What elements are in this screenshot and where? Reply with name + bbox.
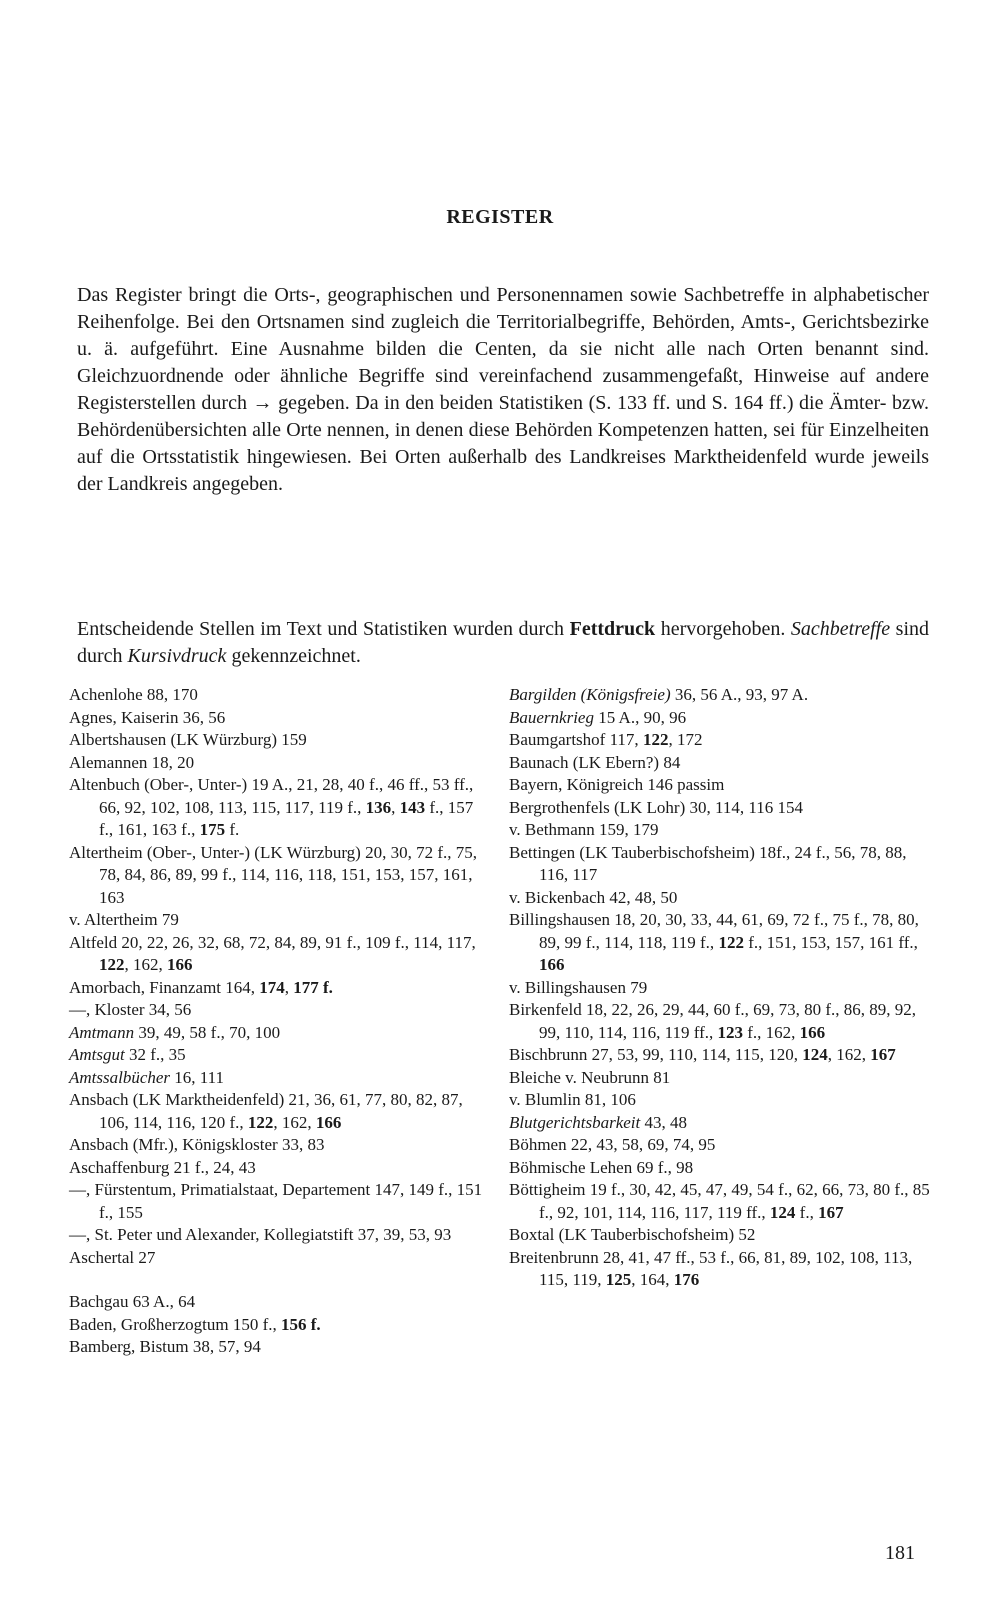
- index-entry-segment: Bleiche v. Neubrunn 81: [509, 1067, 671, 1087]
- index-entry-segment: Bachgau 63 A., 64: [69, 1292, 196, 1311]
- index-entry-segment: 174: [259, 977, 285, 997]
- index-entry-segment: 122: [99, 955, 125, 974]
- index-entry-segment: 136: [365, 797, 392, 817]
- index-entry-segment: 125: [605, 1270, 632, 1289]
- index-entry: [69, 684, 489, 707]
- index-entry-segment: Amtssalbücher: [69, 1067, 171, 1087]
- intro-segment: Fettdruck: [569, 618, 656, 640]
- index-entry-segment: Birkenfeld 18, 22, 26, 29, 44, 60 f., 69, 73, 80 f., 86, 89, 92, 99, 110, 114, 116, 119 ff.,: [509, 1000, 917, 1042]
- index-entry-segment: Bamberg, Bistum 38, 57, 94: [69, 1337, 261, 1356]
- index-entry: [509, 752, 937, 775]
- index-entry: [509, 1224, 937, 1247]
- index-entry-segment: Ansbach (Mfr.), Königskloster 33, 83: [69, 1135, 325, 1154]
- index-entry: [509, 999, 937, 1044]
- index-entry-segment: , 162,: [827, 1045, 871, 1064]
- index-entry: [509, 842, 937, 887]
- index-entry: [69, 842, 489, 910]
- intro-segment: hervorgehoben.: [655, 618, 791, 640]
- index-entry-segment: f., 151, 153, 157, 161 ff.,: [743, 932, 918, 952]
- index-entry: [69, 774, 489, 842]
- index-entry-segment: Achenlohe 88, 170: [69, 685, 198, 704]
- index-entry-segment: Böttigheim 19 f., 30, 42, 45, 47, 49, 54 f., 62, 66, 73, 80 f., 85 f., 92, 101, 114, 116, 117, 119 ff.,: [509, 1180, 930, 1222]
- index-entry-segment: Agnes, Kaiserin 36, 56: [69, 707, 226, 727]
- index-entry-segment: 43, 48: [640, 1112, 688, 1132]
- index-entry-segment: —, Kloster 34, 56: [69, 1000, 192, 1019]
- index-entry-segment: Boxtal (LK Tauberbischofsheim) 52: [509, 1225, 756, 1244]
- index-entry-segment: 124: [802, 1045, 828, 1064]
- index-entry-segment: , 162,: [273, 1112, 316, 1132]
- index-entry-segment: 15 A., 90, 96: [593, 707, 687, 727]
- index-entry-segment: 166: [315, 1112, 342, 1132]
- index-entry: [69, 1157, 489, 1180]
- index-entry: [509, 1089, 937, 1112]
- index-entry-segment: Blutgerichtsbarkeit: [509, 1112, 641, 1132]
- index-entry: [509, 1067, 937, 1090]
- index-entry-segment: Bargilden (Königsfreie): [509, 685, 671, 704]
- index-entry-segment: v. Bethmann 159, 179: [509, 820, 659, 839]
- page-number: 181: [885, 1542, 915, 1564]
- index-entry: [69, 1247, 489, 1270]
- index-entry: [69, 1179, 489, 1224]
- index-entry: [509, 1112, 937, 1135]
- index-entry: [509, 1134, 937, 1157]
- index-entry-segment: 123: [717, 1022, 743, 1042]
- index-entry-segment: Böhmische Lehen 69 f., 98: [509, 1157, 694, 1177]
- index-entry-segment: f., 162,: [743, 1022, 800, 1042]
- index-entry-segment: 143: [399, 797, 426, 817]
- index-entry-segment: Albertshausen (LK Würzburg) 159: [69, 730, 307, 749]
- index-entry: [509, 729, 937, 752]
- index-entry: [509, 684, 937, 707]
- index-entry-segment: f., 157 f., 161, 163 f.,: [99, 797, 474, 839]
- index-entry-segment: Altenbuch (Ober-, Unter-) 19 A., 21, 28, 40 f., 46 ff., 53 ff., 66, 92, 102, 108, 113, 115, 117, 119 f.,: [69, 775, 474, 817]
- index-entry-segment: 156 f.: [280, 1314, 321, 1334]
- index-entry: [69, 1314, 489, 1337]
- intro-segment: gekennzeichnet.: [226, 645, 361, 667]
- index-entry-segment: Baumgartshof 117,: [509, 730, 643, 749]
- index-entry-segment: Bettingen (LK Tauberbischofsheim) 18f., 24 f., 56, 78, 88, 116, 117: [509, 842, 907, 884]
- index-entry-segment: 166: [799, 1022, 826, 1042]
- index-entry-segment: Baden, Großherzogtum 150 f.,: [69, 1314, 281, 1334]
- index-entry: [69, 909, 489, 932]
- index-entry: [509, 797, 937, 820]
- index-entry-segment: Bayern, Königreich 146 passim: [509, 775, 725, 794]
- index-entry: [69, 1044, 489, 1067]
- index-entry-segment: Amorbach, Finanzamt 164,: [69, 977, 260, 997]
- index-entry-segment: Alemannen 18, 20: [69, 752, 195, 772]
- index-entry-segment: 16, 111: [170, 1067, 225, 1087]
- intro-segment: Kursivdruck: [127, 645, 227, 667]
- index-entry: [69, 1336, 489, 1359]
- index-entry-segment: , 164,: [631, 1270, 674, 1289]
- index-entry-segment: ,: [391, 797, 400, 817]
- index-entry-segment: 175: [199, 820, 226, 839]
- intro-paragraph: Das Register bringt die Orts-, geographischen und Personennamen sowie Sachbetreffe in alphabetischer Reihenfolge. Bei den Ortsnamen sind zugleich die Territorialbegriffe, Behörden, Amts-, Gerichtsbezirke u. ä. aufgeführt. Eine Ausnahme bilden die Centen, da sie nicht alle nach Orten benannt sind. Gleichzuordnende oder ähnliche Begriffe sind vereinfachend zusammengefaßt, Hinweise auf andere Registerstellen durch → gegeben. Da in den beiden Statistiken (S. 133 ff. und S. 164 ff.) die Ämter- bzw. Behördenübersichten alle Orte nennen, in denen diese Behörden Kompetenzen hatten, sei für Einzelheiten auf die Ortsstatistik hingewiesen. Bei Orten außerhalb des Landkreises Marktheidenfeld wurde jeweils der Landkreis angegeben.: [77, 284, 929, 495]
- index-entry-segment: f.: [225, 820, 240, 839]
- index-entry: [69, 1089, 489, 1134]
- index-entry-segment: 167: [870, 1045, 896, 1064]
- index-entry-segment: v. Altertheim 79: [69, 910, 179, 929]
- index-entry-segment: 39, 49, 58 f., 70, 100: [134, 1022, 281, 1042]
- index-entry-segment: Baunach (LK Ebern?) 84: [509, 752, 681, 772]
- index-entry-segment: 122: [247, 1112, 274, 1132]
- index-entry: [509, 774, 937, 797]
- intro-segment: Sachbetreffe: [790, 618, 891, 640]
- index-entry: [509, 1179, 937, 1224]
- index-entry-segment: Altertheim (Ober-, Unter-) (LK Würzburg) 20, 30, 72 f., 75, 78, 84, 86, 89, 99 f., 114, 116, 118, 151, 153, 157, 161, 163: [69, 842, 477, 907]
- index-entry-segment: Amtmann: [69, 1022, 135, 1042]
- index-entry: [509, 977, 937, 1000]
- index-entry-segment: v. Blumlin 81, 106: [509, 1090, 636, 1109]
- index-entry: [69, 1067, 489, 1090]
- index-entry-segment: 122: [642, 730, 669, 749]
- index-entry-segment: ,: [284, 977, 294, 997]
- index-entry-segment: Aschaffenburg 21 f., 24, 43: [69, 1157, 256, 1177]
- index-entry-segment: v. Billingshausen 79: [509, 977, 648, 997]
- index-entry-segment: 122: [718, 932, 744, 952]
- page-title: REGISTER: [446, 206, 554, 228]
- index-entry: [69, 932, 489, 977]
- index-entry-segment: v. Bickenbach 42, 48, 50: [509, 887, 678, 907]
- index-entry-segment: 176: [673, 1270, 700, 1289]
- index-entry: [69, 1291, 489, 1314]
- intro-segment: Entscheidende Stellen im Text und Statistiken wurden durch: [77, 618, 570, 640]
- index-entry-segment: 167: [818, 1202, 844, 1222]
- index-entry: [509, 1247, 937, 1292]
- index-entry: [69, 707, 489, 730]
- index-entry-segment: Aschertal 27: [69, 1247, 156, 1267]
- index-entry-segment: Bauernkrieg: [509, 707, 594, 727]
- index-entry: [509, 819, 937, 842]
- index-column-left: [69, 684, 489, 1359]
- index-entry-segment: Billingshausen 18, 20, 30, 33, 44, 61, 69, 72 f., 75 f., 78, 80, 89, 99 f., 114, 118, 119 f.,: [509, 910, 919, 952]
- index-entry: [69, 729, 489, 752]
- index-entry-segment: Böhmen 22, 43, 58, 69, 74, 95: [509, 1135, 716, 1154]
- index-entry-segment: , 172: [668, 730, 703, 749]
- index-entry-segment: 124: [769, 1202, 796, 1222]
- index-column-right: [509, 684, 937, 1292]
- index-entry-segment: 36, 56 A., 93, 97 A.: [670, 685, 809, 704]
- intro-segment: sind durch: [77, 618, 930, 667]
- index-entry: [509, 1044, 937, 1067]
- index-entry-segment: 32 f., 35: [124, 1045, 186, 1064]
- index-entry: [69, 977, 489, 1000]
- index-entry-segment: Altfeld 20, 22, 26, 32, 68, 72, 84, 89, 91 f., 109 f., 114, 117,: [69, 932, 476, 952]
- index-entry-segment: —, Fürstentum, Primatialstaat, Departement 147, 149 f., 151 f., 155: [69, 1180, 483, 1222]
- index-entry-segment: Bergrothenfels (LK Lohr) 30, 114, 116 154: [509, 797, 803, 817]
- section-gap: [69, 1269, 489, 1291]
- index-entry-segment: Ansbach (LK Marktheidenfeld) 21, 36, 61, 77, 80, 82, 87, 106, 114, 116, 120 f.,: [69, 1090, 463, 1132]
- index-entry-segment: 166: [167, 955, 193, 974]
- index-entry-segment: , 162,: [124, 955, 167, 974]
- index-entry-segment: Breitenbrunn 28, 41, 47 ff., 53 f., 66, 81, 89, 102, 108, 113, 115, 119,: [509, 1247, 913, 1289]
- index-entry: [509, 707, 937, 730]
- index-entry: [509, 909, 937, 977]
- index-entry: [509, 887, 937, 910]
- index-entry: [69, 999, 489, 1022]
- index-entry-segment: f.,: [795, 1202, 819, 1222]
- index-entry-segment: 177 f.: [293, 977, 333, 997]
- index-entry: [69, 1134, 489, 1157]
- index-entry: [69, 752, 489, 775]
- index-entry-segment: Amtsgut: [69, 1045, 125, 1064]
- intro-paragraph-formatting: [77, 616, 929, 670]
- index-entry: [69, 1022, 489, 1045]
- index-entry-segment: —, St. Peter und Alexander, Kollegiatstift 37, 39, 53, 93: [69, 1225, 452, 1244]
- index-entry: [509, 1157, 937, 1180]
- index-entry: [69, 1224, 489, 1247]
- index-entry-segment: Bischbrunn 27, 53, 99, 110, 114, 115, 120,: [509, 1045, 803, 1064]
- index-entry-segment: 166: [539, 955, 565, 974]
